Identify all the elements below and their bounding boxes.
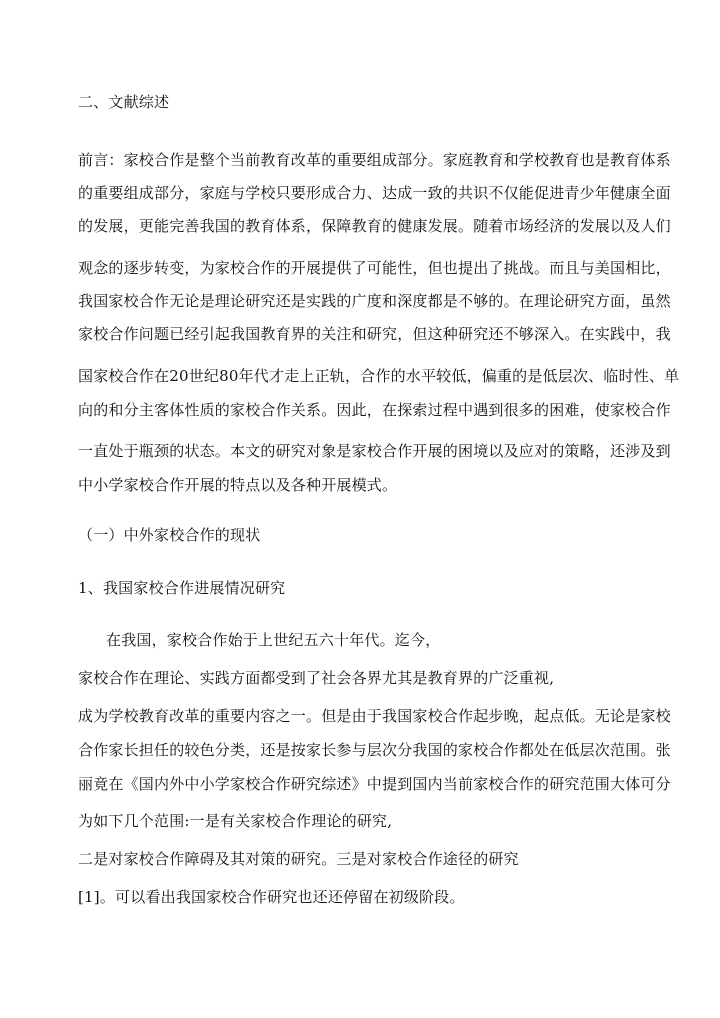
- paragraph-line: 向的和分主客体性质的家校合作关系。因此，在探索过程中遇到很多的困难，使家校合作: [78, 401, 671, 419]
- paragraph-line: 的发展，更能完善我国的教育体系，保障教育的健康发展。随着市场经济的发展以及人们: [78, 217, 671, 235]
- paragraph-line: 观念的逐步转变，为家校合作的开展提供了可能性，但也提出了挑战。而且与美国相比，: [78, 259, 671, 277]
- paragraph-line: [1]。可以看出我国家校合作研究也还还停留在初级阶段。: [78, 888, 465, 906]
- paragraph-line: 我国家校合作无论是理论研究还是实践的广度和深度都是不够的。在理论研究方面，虽然: [78, 292, 671, 310]
- subsection-heading: （一）中外家校合作的现状: [78, 526, 261, 544]
- paragraph-line: 成为学校教育改革的重要内容之一。但是由于我国家校合作起步晚，起点低。无论是家校: [78, 707, 671, 725]
- paragraph-line: 为如下几个范围:一是有关家校合作理论的研究,: [78, 812, 393, 830]
- paragraph-line: 家校合作问题已经引起我国教育界的关注和研究，但这种研究还不够深入。在实践中，我: [78, 325, 671, 343]
- paragraph-line: 家校合作在理论、实践方面都受到了社会各界尤其是教育界的广泛重视,: [78, 669, 555, 687]
- paragraph-line: 前言：家校合作是整个当前教育改革的重要组成部分。家庭教育和学校教育也是教育体系: [78, 151, 671, 169]
- paragraph-line: 二是对家校合作障碍及其对策的研究。三是对家校合作途径的研究: [78, 850, 519, 868]
- subsubsection-heading: 1、我国家校合作进展情况研究: [78, 579, 286, 597]
- paragraph-line: 中小学家校合作开展的特点以及各种开展模式。: [78, 476, 398, 494]
- paragraph-line: 丽竟在《国内外中小学家校合作研究综述》中提到国内当前家校合作的研究范围大体可分: [78, 775, 671, 793]
- paragraph-line: 在我国，家校合作始于上世纪五六十年代。迄今，: [106, 631, 441, 649]
- paragraph-line: 合作家长担任的较色分类，还是按家长参与层次分我国的家校合作都处在低层次范围。张: [78, 741, 671, 759]
- section-heading: 二、文献综述: [78, 93, 170, 111]
- paragraph-line: 国家校合作在20世纪80年代才走上正轨，合作的水平较低，偏重的是低层次、临时性、单: [78, 367, 680, 385]
- paragraph-line: 的重要组成部分，家庭与学校只要形成合力、达成一致的共识不仅能促进青少年健康全面: [78, 184, 671, 202]
- paragraph-line: 一直处于瓶颈的状态。本文的研究对象是家校合作开展的困境以及应对的策略，还涉及到: [78, 442, 671, 460]
